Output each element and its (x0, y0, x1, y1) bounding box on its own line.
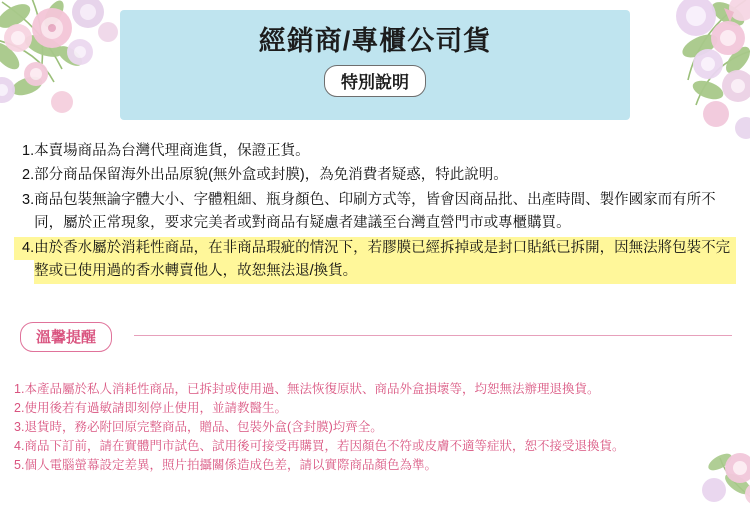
reminder-item-5 (14, 456, 740, 475)
notice-item-1 (14, 140, 736, 163)
notice-item-text: 商品包裝無論字體大小、字體粗細、瓶身顏色、印刷方式等，皆會因商品批、出產時間、製作國家而有所不同，屬於正常現象，要求完美者或對商品有疑慮者建議至台灣直營門市或專櫃購買。 (34, 191, 716, 232)
notice-item-number: 3. (22, 191, 35, 208)
header-subtitle-wrap (120, 65, 630, 97)
reminder-item-number: 4. (14, 439, 25, 453)
page-title: 經銷商/專櫃公司貨 (258, 26, 492, 56)
notice-item-2 (14, 164, 736, 187)
reminder-item-2 (14, 399, 740, 418)
notice-item-text-highlighted: 由於香水屬於消耗性商品，在非商品瑕疵的情況下，若膠膜已經拆掉或是封口貼紙已拆開，因無法將包裝不完整或已使用過的香水轉賣他人，故恕無法退/換貨。 (34, 237, 736, 284)
notice-item-3 (14, 189, 736, 236)
reminder-item-text: 退貨時，務必附回原完整商品，贈品、包裝外盒(含封膜)均齊全。 (24, 420, 383, 434)
reminder-item-text: 本產品屬於私人消耗性商品，已拆封或使用過、無法恢復原狀、商品外盒損壞等，均恕無法辦理退換貨。 (24, 382, 600, 396)
reminder-heading-row (14, 322, 736, 348)
reminder-item-3 (14, 418, 740, 437)
reminder-item-4 (14, 437, 740, 456)
header-banner (120, 10, 630, 120)
notice-item-number: 4. (14, 237, 34, 260)
reminder-heading: 溫馨提醒 (20, 322, 112, 352)
reminder-list (14, 380, 740, 475)
reminder-item-text: 使用後若有過敏請即刻停止使用，並請教醫生。 (24, 401, 287, 415)
reminder-item-text: 個人電腦螢幕設定差異，照片拍攝關係造成色差，請以實際商品顏色為準。 (24, 458, 437, 472)
reminder-item-number: 1. (14, 382, 25, 396)
notice-item-text: 部分商品保留海外出品原貌(無外盒或封膜)，為免消費者疑惑，特此說明。 (34, 167, 508, 184)
reminder-item-text: 商品下訂前，請在實體門市試色、試用後可接受再購買，若因顏色不符或皮膚不適等症狀，恕不接受退換貨。 (24, 439, 625, 453)
reminder-item-number: 3. (14, 420, 25, 434)
notice-item-number: 1. (22, 143, 35, 159)
header-subtitle-pill: 特別說明 (324, 65, 426, 97)
notice-item-text: 本賣場商品為台灣代理商進貨，保證正貨。 (34, 143, 310, 159)
reminder-item-number: 2. (14, 401, 25, 415)
reminder-item-number: 5. (14, 458, 25, 472)
reminder-item-1 (14, 380, 740, 399)
reminder-divider (134, 335, 732, 336)
notice-list (14, 140, 736, 285)
notice-item-4 (14, 237, 736, 284)
notice-item-number: 2. (22, 167, 35, 184)
